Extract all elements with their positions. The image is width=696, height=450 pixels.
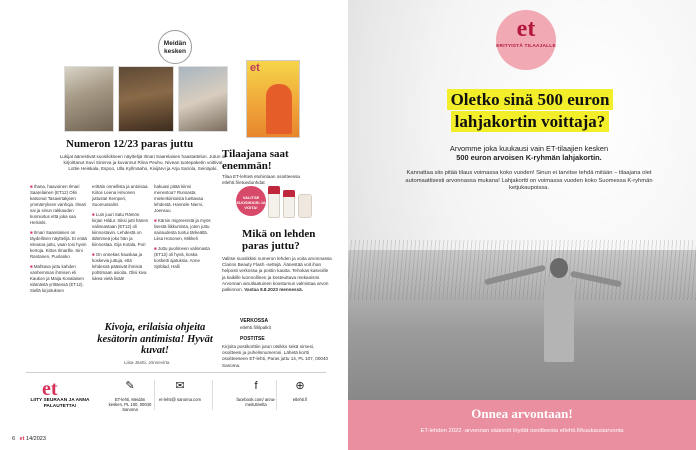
comment: ■ Kärsin migreenistä ja myös lisestä liikkumista, joten juttu sairaudesta tuntui tärkeältä. Liisa Hosonen, Mikkeli	[154, 218, 211, 241]
contact-mail: ✎ ET-lehti, Meidän kesken, PL 100, 00040 Sanoma	[108, 380, 152, 413]
reader-comments-col-2	[92, 184, 150, 286]
contact-facebook[interactable]: f facebook.com/ anna-meitutinelta	[236, 380, 276, 408]
bottle-cap	[268, 186, 280, 194]
article-photo-2	[118, 66, 174, 132]
comment: ■ Luin juuri Satu Rämön kirjan Hildur. Siksi jutti hänen valinnastaan (ET12) oli kiinnostavin. Lehdestä on älämmeä joko hän ja kiinnostaa. Eija Kotala, Pori	[92, 212, 149, 247]
divider	[276, 380, 277, 410]
facebook-icon: f	[254, 380, 258, 392]
quote-author: Liisa Jäntti, Jönnevirta	[124, 360, 170, 365]
globe-icon: ⊕	[295, 380, 305, 392]
right-page	[348, 0, 696, 450]
divider	[154, 380, 155, 410]
deadline: Vastaa 8.8.2023 mennessä.	[244, 287, 303, 293]
comment: erittäin onnellista ja antoisaa. Kiitos Leena Hirvonen juttusta! Kemperi, Suomussalmi	[92, 184, 149, 207]
online-url[interactable]: etlehti.fi/lilpalkit	[240, 325, 271, 330]
meidan-kesken-badge: Meidän kesken	[158, 30, 192, 64]
head	[550, 258, 568, 278]
comment: ■ Juttu puolimeen valinnasta (ET12) oli hyvä, koska kosketti ajatuksia. Anne Sjöblad, Halli	[154, 246, 210, 269]
product-bottle-1	[268, 186, 280, 218]
torso	[544, 278, 574, 362]
envelope-icon: ✉	[175, 380, 185, 392]
contact-email[interactable]: ✉ et-lehti@ sanoma.com	[159, 380, 201, 402]
et-logo: et	[42, 378, 58, 400]
reader-quote: Kivoja, erilaisia ohjeita kesätorin antimista! Hyvät kuvat!	[97, 322, 213, 356]
join-text: LIITY SEURAAN JA ANNA PALAUTETTA!	[30, 398, 90, 409]
et-subscriber-logo: et ERITYISTÄ TILAAJALLE	[496, 10, 556, 70]
mail-text: Kirjoita postikorttiin jutun otsikko sekä nimesi, osoitteesi ja puhelinnumerosi. Lähetä kortti osoitteeseen ET-lehti, Paras juttu 14, PL 107, 00040 Sanoma.	[222, 344, 329, 368]
best-story-heading: Numeron 12/23 paras juttu	[66, 138, 194, 150]
article-photo-1	[64, 66, 114, 132]
product-jar	[298, 194, 312, 218]
description-text: Kannattaa siis pitää tilaus voimassa koko vuoden! Sinun ei tarvitse tehdä mitään – tilaajana olet automaattisesti arvonnassa mukana! Lahjakortti on voimassa vuoden koko Suomessa K-ryhmän ketjukaupoissa.	[405, 170, 653, 192]
cover-logo: et	[250, 62, 260, 74]
vote-heading: Mikä on lehden paras juttu?	[242, 228, 316, 252]
comment: ■ Mahtava juttu kahden vanhemman ihmisen eli Kaukon ja Maija Kovalaisen elämästä yrittäessä (ET12). Siellä kirjoituksen	[30, 264, 84, 293]
vote-sticker: VALITSE SUOSIKKISI JA VOITA!	[236, 186, 266, 216]
online-label: VERKOSSA	[240, 318, 269, 324]
comment: ■ Ihana, haavoinen Ilmari Saarelainen (ET12) Olin katsonut Tasavirtakjeen ymmärryksen vanhoja. Ilmari sai ja sinun rakkauden kunnioitus että joka saa Helsinki.	[30, 184, 87, 225]
band-subtitle: ET-lehden 2022 -arvonnan säännöt löydät osoitteesta etlehti.fi/kuukausiarvonta	[420, 428, 624, 434]
footer-divider	[26, 372, 326, 373]
divider	[212, 380, 213, 410]
reader-comments-col-1	[30, 184, 88, 298]
pen-icon: ✎	[125, 380, 135, 392]
vote-text: Valitse suosikkisi numeron lehden ja voita arvonnassa Clarins Beauty Flash -settejä. Äänestää voit ihan helposti verkossa ja postin kautta. Tehokas kasvoille ja kaikille luonnollinen ja kosteuttava mekanismi. Arvonnan ainutlaatuinen koostumus valmistaa arvon palkinnon. Vastaa 8.8.2023 mennessä.	[222, 256, 332, 293]
subscriber-text: Tilaa ET-lehteä etuhintaan osoitteessa etlehti.fi/etuedunhdat	[222, 174, 300, 186]
reader-comments-col-3	[154, 184, 212, 274]
product-bottle-2	[283, 190, 295, 218]
band-title: Onnea arvontaan!	[471, 406, 573, 421]
cover-person	[266, 84, 292, 134]
woman-figure	[528, 252, 588, 362]
contact-web[interactable]: ⊕ etlehti.fi	[292, 380, 308, 402]
bottle-cap	[283, 190, 295, 197]
comment: hakuasi pitää kiinni menestoa? Runsasta mielenkiintoista luettavaa lehdestä. Hannele Niemi, Joensuu	[154, 184, 204, 213]
mail-label: POSTITSE	[240, 336, 265, 342]
comment: ■ Ilmari Saarelainen on täydellinen näyttelijä. Ei enää elevana juttu, vaan tosi hyvin kertoja. Kittos Ilmarille. Sini Rantanen, Puolanko	[30, 230, 87, 259]
lead-text: Arvomme joka kuukausi vain ET-tilaajien kesken 500 euron arvoisen K-ryhmän lahjakortin.	[449, 144, 609, 163]
page-number: 6 et 14/2023	[12, 436, 46, 442]
best-story-intro: Lukijat äänestivät suosikikseen näyttelijä Ilmari Saarelaisen haastattelun. Jutun oli kirjoittanut Suvi Sinerva ja kuvannut Riina Peuhu. Nivean tuotepaketin voittivat Lottie Heiskala, Espoo, Ulla Kyllmäaho, Kivijärvi ja Arja Sariola, Seinäjoki.	[59, 154, 227, 172]
headline-line-2: lahjakortin voittaja?	[424, 112, 636, 132]
article-photo-3	[178, 66, 228, 132]
comment: ■ On onnekas hauskaa ja koskevia juttuja, että lehdessä pääsivät ihmisiä pohtimaan asioita. Olisi kiva lukea vielä lisää!	[92, 252, 147, 281]
headline-line-1: Oletko sinä 500 euron	[424, 90, 636, 110]
subscriber-heading: Tilaajana saat enemmän!	[222, 148, 289, 172]
